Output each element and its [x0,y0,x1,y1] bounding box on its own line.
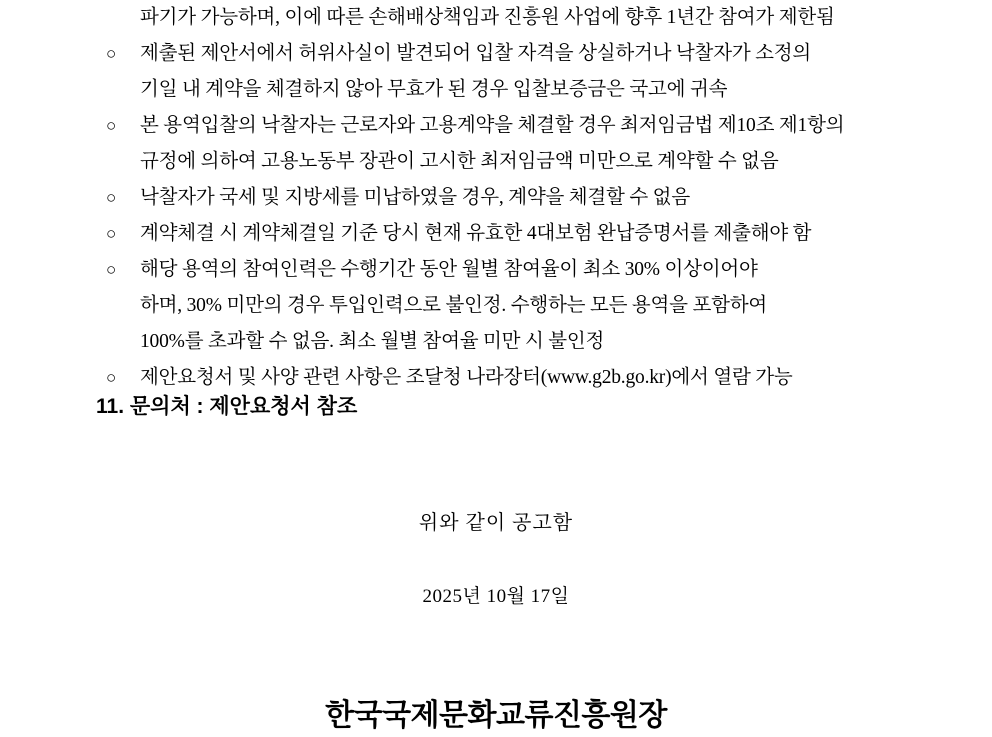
bullet-circle-icon: ○ [106,116,117,135]
bullet-circle-icon: ○ [106,260,117,279]
list-item-line: 해당 용역의 참여인력은 수행기간 동안 월별 참여율이 최소 30% 이상이어야 [140,259,758,280]
list-item-text [140,252,934,360]
list-item-text [140,216,934,252]
closing-date: 2025년 10월 17일 [422,586,570,607]
list-item [104,252,934,360]
list-item-line: 본 용역입찰의 낙찰자는 근로자와 고용계약을 체결할 경우 최저임금법 제10조 제1항의 [140,115,845,136]
list-item-text [140,108,934,180]
list-item-line: 규정에 의하여 고용노동부 장관이 고시한 최저임금액 미만으로 계약할 수 없음 [140,151,779,172]
list-item [104,36,934,108]
issuer-name: 한국국제문화교류진흥원장 [325,699,667,732]
bullet-circle-icon: ○ [106,188,117,207]
list-item-line: 100%를 초과할 수 없음. 최소 월별 참여율 미만 시 불인정 [140,331,605,352]
list-item-text [140,180,934,216]
bullet-circle-icon: ○ [106,224,117,243]
list-item-line: 제출된 제안서에서 허위사실이 발견되어 입찰 자격을 상실하거나 낙찰자가 소정의 [140,43,812,64]
bullet-circle-icon: ○ [106,368,117,387]
list-item-line: 계약체결 시 계약체결일 기준 당시 현재 유효한 4대보험 완납증명서를 제출해야 함 [140,223,812,244]
list-item-line: 하며, 30% 미만의 경우 투입인력으로 불인정. 수행하는 모든 용역을 포함하여 [140,295,768,316]
list-item-line: 낙찰자가 국세 및 지방세를 미납하였을 경우, 계약을 체결할 수 없음 [140,187,690,208]
list-item-line: 제안요청서 및 사양 관련 사항은 조달청 나라장터(www.g2b.go.kr)에서 열람 가능 [140,367,793,388]
bidding-conditions-list [104,0,934,396]
list-item [104,108,934,180]
list-item-line: 기일 내 계약을 체결하지 않아 무효가 된 경우 입찰보증금은 국고에 귀속 [140,79,728,100]
list-item [104,216,934,252]
list-item-text [140,36,934,108]
list-item [104,180,934,216]
closing-statement: 위와 같이 공고함 [418,512,574,534]
bullet-circle-icon: ○ [106,44,117,63]
section-heading-contact: 11. 문의처 : 제안요청서 참조 [96,395,358,418]
continued-paragraph-line: 파기가 가능하며, 이에 따른 손해배상책임과 진흥원 사업에 향후 1년간 참여가 제한됨 [140,7,835,28]
